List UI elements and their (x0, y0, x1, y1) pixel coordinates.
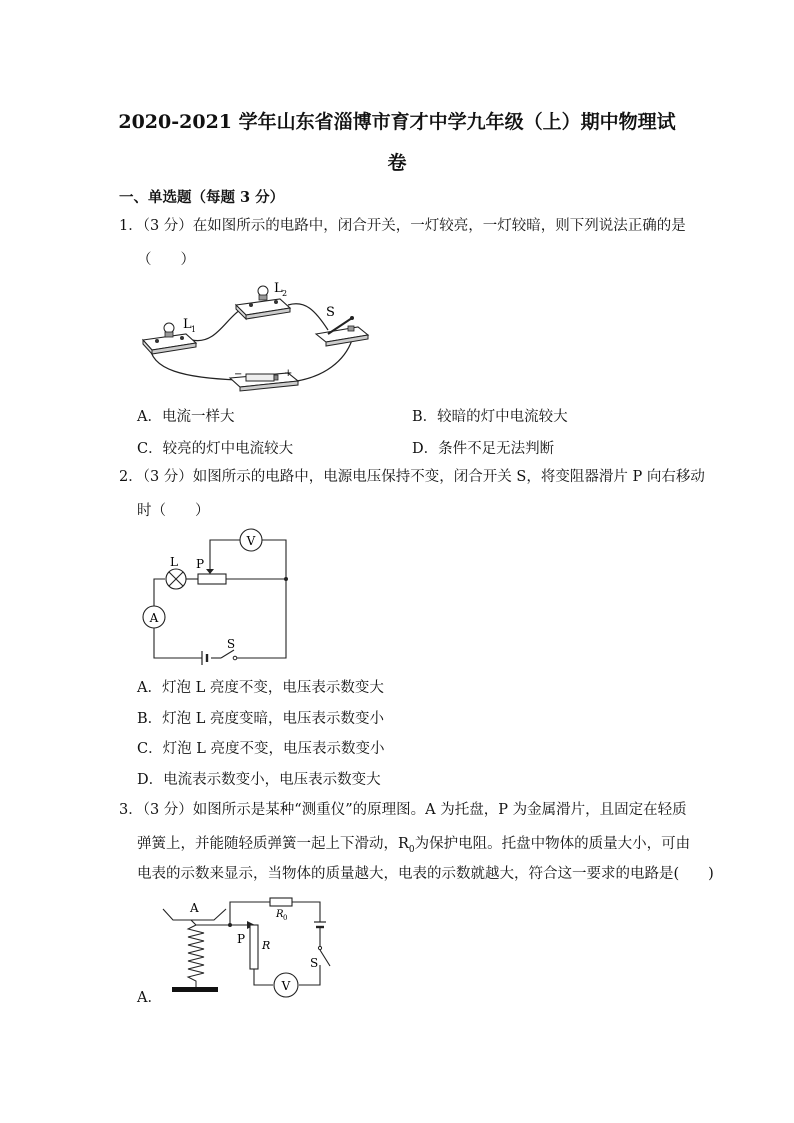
battery-minus-label: − (234, 369, 243, 380)
switch-label: S (310, 956, 319, 970)
voltmeter-label: V (281, 979, 291, 993)
question-2-option-b[interactable]: B．灯泡 L 亮度变暗，电压表示数变小 (137, 711, 385, 727)
label-l2: L (274, 281, 283, 296)
label-l1: L (183, 317, 192, 332)
document-title-line1: 2020-2021 学年山东省淄博市育才中学九年级（上）期中物理试 (118, 111, 676, 133)
document-title-line2: 卷 (387, 152, 407, 174)
slider-label: P (237, 932, 246, 946)
resistor-r0-icon (270, 898, 292, 906)
battery-plus-label: + (284, 368, 293, 379)
question-2-option-a[interactable]: A．灯泡 L 亮度不变，电压表示数变大 (137, 680, 384, 696)
ammeter-label: A (149, 611, 159, 625)
question-1-option-d[interactable]: D．条件不足无法判断 (412, 441, 555, 457)
question-3-option-a[interactable]: A． (137, 990, 162, 1006)
resistor-r0-label: R (276, 909, 284, 920)
resistor-r-icon (250, 925, 258, 969)
question-1-stem: 1．（3 分）在如图所示的电路中，闭合开关，一灯较亮，一灯较暗，则下列说法正确的是 (119, 218, 686, 234)
section-heading: 一、单选题（每题 3 分） (119, 189, 285, 206)
resistor-r-label: R (262, 939, 271, 952)
spring-icon (188, 925, 204, 987)
lamp-label: L (170, 555, 178, 569)
question-3-stem-line2: 弹簧上，并能随轻质弹簧一起上下滑动，$R_0$为保护电阻。托盘中物体的质量大小，可由 (137, 836, 691, 855)
tray-label: A (190, 901, 199, 915)
resistor-r0-subscript: 0 (283, 914, 288, 922)
voltmeter-label: V (246, 534, 256, 548)
question-1-stem-continued: （ ） (137, 252, 195, 268)
question-3-stem-line3: 电表的示数来显示，当物体的质量越大，电表的示数就越大，符合这一要求的电路是( ) (137, 866, 714, 882)
switch-icon (318, 946, 330, 966)
label-l1-subscript: 1 (191, 325, 197, 334)
question-1-option-a[interactable]: A．电流一样大 (137, 409, 235, 425)
question-1-option-b[interactable]: B．较暗的灯中电流较大 (412, 409, 568, 425)
base-icon (172, 987, 218, 992)
question-1-option-c[interactable]: C．较亮的灯中电流较大 (137, 441, 294, 457)
label-s: S (326, 305, 335, 320)
question-2-stem-continued: 时（ ） (137, 503, 210, 519)
question-2-option-d[interactable]: D．电流表示数变小，电压表示数变大 (137, 772, 381, 788)
label-l2-subscript: 2 (282, 289, 288, 298)
switch-label: S (226, 637, 236, 651)
question-3-stem: 3．（3 分）如图所示是某种“测重仪”的原理图。A 为托盘，P 为金属滑片，且固定在轻质 (119, 802, 687, 818)
question-2-option-c[interactable]: C．灯泡 L 亮度不变，电压表示数变小 (137, 741, 385, 757)
battery-icon (314, 922, 326, 927)
slider-label: P (195, 557, 205, 571)
question-2-stem: 2．（3 分）如图所示的电路中，电源电压保持不变，闭合开关 S，将变阻器滑片 P 向右移动 (119, 469, 705, 485)
